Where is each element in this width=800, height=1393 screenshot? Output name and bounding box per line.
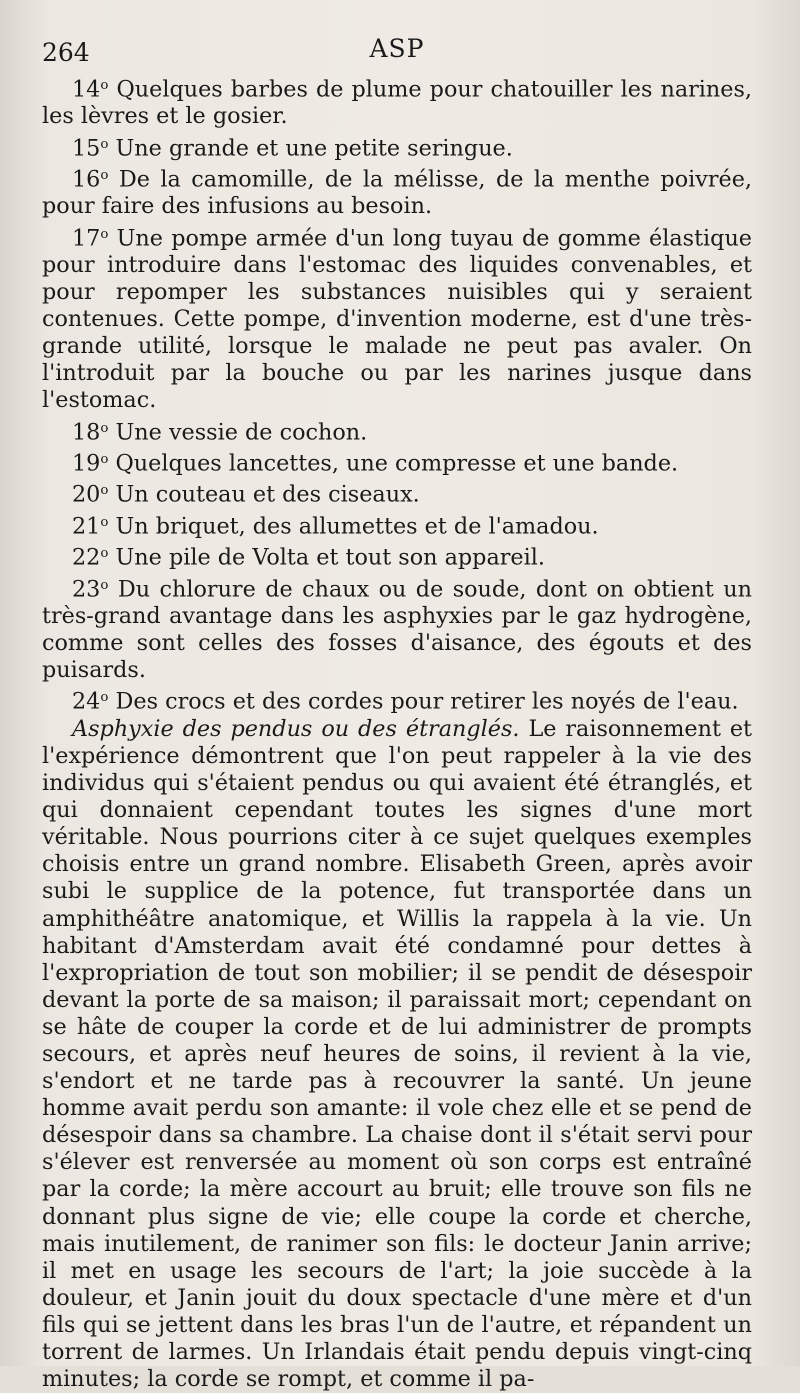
list-item: 24$^o$ Des crocs et des cordes pour retirer les noyés de l'eau. [72, 688, 739, 715]
list-item: 17$^o$ Une pompe armée d'un long tuyau de gomme élastique pour introduire dans l'estomac des liquides convenables, et pour repomper les substances nuisibles qui y seraient contenues. Cette pompe, d'invention moderne, est d'une très-grande utilité, lorsque le malade ne peut pas avaler. On l'introduit par la bouche ou par les narines jusque dans l'estomac. [42, 224, 752, 414]
list-item: 16$^o$ De la camomille, de la mélisse, de la menthe poivrée, pour faire des infusions au besoin. [42, 166, 752, 220]
page-header [42, 30, 752, 70]
body-text [42, 72, 752, 1393]
list-item: 23$^o$ Du chlorure de chaux ou de soude, dont on obtient un très-grand avantage dans les asphyxies par le gaz hydrogène, comme sont celles des fosses d'aisance, des égouts et des puisards. [42, 576, 752, 684]
list-item: 20$^o$ Un couteau et des ciseaux. [72, 481, 420, 508]
page-number: 264 [42, 38, 90, 67]
section-text: Le raisonnement et l'expérience démontrent que l'on peut rappeler à la vie des individus qui s'étaient pendus ou qui avaient été étranglés, et qui donnaient cependant toutes les signes d'une mort véritable. Nous pourrions citer à ce sujet quelques exemples choisis entre un grand nombre. Elisabeth Green, après avoir subi le supplice de la potence, fut transportée dans un amphithéâtre anatomique, et Willis la rappela à la vie. Un habitant d'Amsterdam avait été condamné pour dettes à l'expropriation de tout son mobilier; il se pendit de désespoir devant la porte de sa maison; il paraissait mort; cependant on se hâte de couper la corde et de lui administrer de prompts secours, et après neuf heures de soins, il revient à la vie, s'endort et ne tarde pas à recouvrer la santé. Un jeune homme avait perdu son amante: il vole chez elle et se pend de désespoir dans sa chambre. La chaise dont il s'était servi pour s'élever est renversée au moment où son corps est entraîné par la corde; la mère accourt au bruit; elle trouve son fils ne donnant plus signe de vie; elle coupe la corde et cherche, mais inutilement, de ranimer son fils: le docteur Janin arrive; il met en usage les secours de l'art; la joie succède à la douleur, et Janin jouit du doux spectacle d'une mère et d'un fils qui se jettent dans les bras l'un de l'autre, et répandent un torrent de larmes. Un Irlandais était pendu depuis vingt-cinq minutes; la corde se rompt, et comme il pa- [42, 715, 753, 1393]
list-item: 18$^o$ Une vessie de cochon. [72, 418, 368, 445]
list-item: 22$^o$ Une pile de Volta et tout son appareil. [72, 544, 545, 571]
list-item: 15$^o$ Une grande et une petite seringue. [72, 134, 513, 161]
section-paragraph [42, 716, 752, 1393]
section-title: Asphyxie des pendus ou des étranglés. [72, 715, 520, 742]
list-item: 19$^o$ Quelques lancettes, une compresse et une bande. [72, 450, 679, 477]
list-item: 14$^o$ Quelques barbes de plume pour chatouiller les narines, les lèvres et le gosier. [42, 76, 752, 130]
list-item: 21$^o$ Un briquet, des allumettes et de l'amadou. [72, 513, 599, 540]
running-head: ASP [369, 34, 425, 63]
